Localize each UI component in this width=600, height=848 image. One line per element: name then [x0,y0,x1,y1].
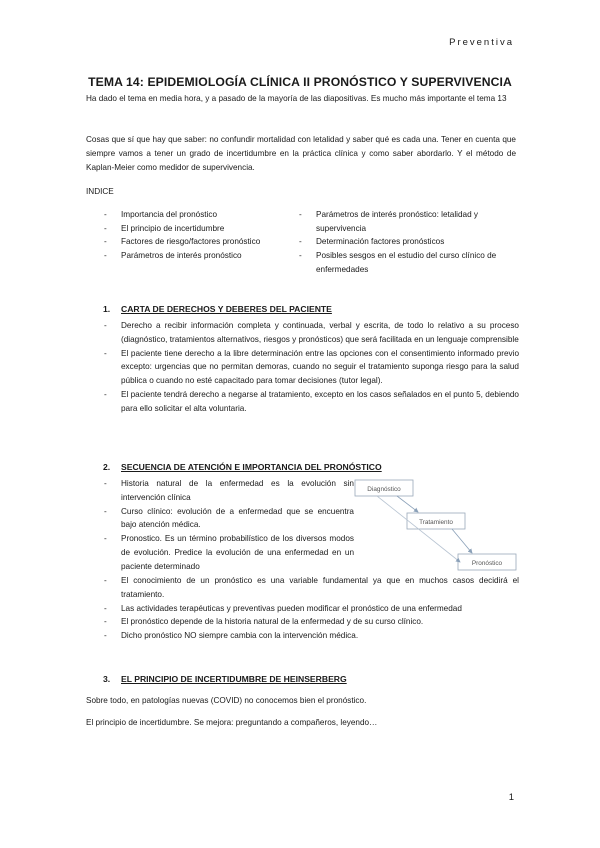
list-item: - El conocimiento de un pronóstico es una variable fundamental ya que en muchos casos decidirá el tratamiento. [104,574,519,602]
intro-paragraph-2: Cosas que sí que hay que saber: no confundir mortalidad con letalidad y saber qué es cada una. Tener en cuenta que siempre vamos a tener un grado de incertidumbre en la práctica clínica y como saber abordarlo. Y el método de Kaplan-Meier como medidor de supervivencia. [86,135,516,172]
arrow-treatment-prognosis [452,529,472,553]
index-heading: INDICE [86,187,114,196]
section-title: EL PRINCIPIO DE INCERTIDUMBRE DE HEINSERBERG [121,674,347,684]
section-3-paragraph-2: El principio de incertidumbre. Se mejora: preguntando a compañeros, leyendo… [86,718,378,727]
page-header: Preventiva [449,37,514,48]
index-item: - Importancia del pronóstico [104,208,289,222]
section-1-heading [103,304,332,314]
index-item: - Determinación factores pronósticos [299,235,519,249]
section-3-heading [103,674,347,684]
diagnosis-label: Diagnóstico [367,486,401,493]
section-2-list-narrow [104,477,354,574]
section-number: 1. [103,304,111,314]
care-sequence-diagram [352,478,520,574]
list-item: - El pronóstico depende de la historia natural de la enfermedad y de su curso clínico. [104,615,519,629]
prognosis-label: Pronóstico [471,560,503,567]
list-item: - Las actividades terapéuticas y preventivas pueden modificar el pronóstico de una enfermedad [104,602,519,616]
list-item: - Derecho a recibir información completa y continuada, verbal y escrita, de todo lo relativo a su proceso (diagnóstico, tratamientos alternativos, riesgos y pronósticos) que será facilitada en un lenguaje comprensible [104,319,519,347]
intro-paragraph-1: Ha dado el tema en media hora, y a pasado de la mayoría de las diapositivas. Es mucho más importante el tema 13 [86,94,507,103]
document-title: TEMA 14: EPIDEMIOLOGÍA CLÍNICA II PRONÓSTICO Y SUPERVIVENCIA [88,75,512,89]
index-item: - Posibles sesgos en el estudio del curso clínico de enfermedades [299,249,519,276]
list-item: - Historia natural de la enfermedad es la evolución sin intervención clínica [104,477,354,505]
index-item: - El principio de incertidumbre [104,222,289,236]
page-number: 1 [508,792,514,803]
list-item: - El paciente tendrá derecho a negarse al tratamiento, excepto en los casos señalados en el punto 5, debiendo para ello solicitar el alta voluntaria. [104,388,519,416]
list-item: - Curso clínico: evolución de a enfermedad que se encuentra bajo atención médica. [104,505,354,533]
section-number: 2. [103,462,111,472]
index-list-right [299,208,519,277]
section-1-list [104,319,519,416]
treatment-label: Tratamiento [419,519,453,526]
list-item: - El paciente tiene derecho a la libre determinación entre las opciones con el consentimiento informado previo excepto: urgencias que no permitan demoras, cuando no seguir el tratamiento suponga riesgo para la salud pública o cuando no esté capacitado para tomar decisiones (tutor legal). [104,347,519,388]
section-number: 3. [103,674,111,684]
section-3-paragraph-1: Sobre todo, en patologías nuevas (COVID) no conocemos bien el pronóstico. [86,696,367,705]
section-title: CARTA DE DERECHOS Y DEBERES DEL PACIENTE [121,304,332,314]
index-item: - Factores de riesgo/factores pronóstico [104,235,289,249]
index-list-left [104,208,289,263]
list-item: - Pronostico. Es un término probabilístico de los diversos modos de evolución. Predice la evolución de una enfermedad en un paciente determinado [104,532,354,573]
index-item: - Parámetros de interés pronóstico [104,249,289,263]
section-title: SECUENCIA DE ATENCIÓN E IMPORTANCIA DEL PRONÓSTICO [121,462,382,472]
index-item: - Parámetros de interés pronóstico: letalidad y supervivencia [299,208,519,235]
arrow-diagnosis-treatment [397,496,418,512]
section-2-list-wide [104,574,519,643]
section-2-heading [103,462,382,472]
list-item: - Dicho pronóstico NO siempre cambia con la intervención médica. [104,629,519,643]
